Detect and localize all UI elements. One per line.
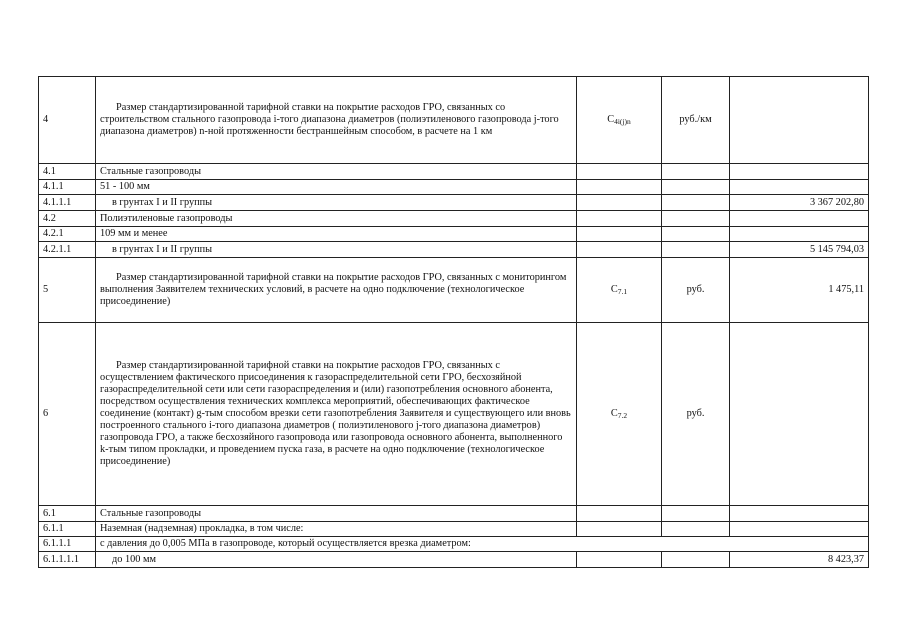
row-description: Стальные газопроводы <box>96 506 577 522</box>
row-unit <box>662 552 730 568</box>
row-unit <box>662 506 730 522</box>
row-symbol <box>577 506 662 522</box>
table-row <box>39 242 869 258</box>
row-value <box>730 506 869 522</box>
row-description: 109 мм и менее <box>96 227 577 242</box>
tariff-table <box>38 76 869 568</box>
table-row <box>39 522 869 537</box>
row-value: 3 367 202,80 <box>730 195 869 211</box>
row-symbol <box>577 522 662 537</box>
row-unit <box>662 242 730 258</box>
table-row <box>39 195 869 211</box>
row-value: 1 475,11 <box>730 258 869 323</box>
row-description: Размер стандартизированной тарифной ставки на покрытие расходов ГРО, связанных с осуществлением фактического присоединения к газораспределительной сети ГРО, бесхозяйной газораспределительной сети или сети газораспределения и (или) газопотребления основного абонента, посредством осуществления технических комплекса мероприятий, обеспечивающих фактическое соединение (контакт) g-тым способом врезки сети газопотребления Заявителя и существующего или вновь построенного стального i-того диапазона диаметров ( полиэтиленового j-того диапазона диаметров) газопровода ГРО, а также бесхозяйного газопровода или газопровода основного абонента, выполненного k-тым типом прокладки, и проведением пуска газа, в расчете на одно подключение (технологическое присоединение) <box>96 323 577 506</box>
row-unit <box>662 522 730 537</box>
row-symbol <box>577 242 662 258</box>
row-value <box>730 164 869 180</box>
row-symbol <box>577 211 662 227</box>
row-symbol <box>577 195 662 211</box>
row-symbol: $C_{4i(j)n}$ <box>577 77 662 164</box>
row-value: 8 423,37 <box>730 552 869 568</box>
row-number: 4.2 <box>39 211 96 227</box>
row-unit <box>662 211 730 227</box>
row-description: Размер стандартизированной тарифной ставки на покрытие расходов ГРО, связанных со строительством стального газопровода i-того диапазона диаметров (полиэтиленового газопровода j-того диапазона диаметров) n-ной протяженности бестраншейным способом, в расчете на 1 км <box>96 77 577 164</box>
row-value <box>730 227 869 242</box>
row-symbol <box>577 180 662 195</box>
row-description: Стальные газопроводы <box>96 164 577 180</box>
row-number: 6.1.1.1.1 <box>39 552 96 568</box>
row-unit <box>662 227 730 242</box>
row-symbol: $C_{7.1}$ <box>577 258 662 323</box>
row-description: в грунтах I и II группы <box>96 195 577 211</box>
row-value <box>730 180 869 195</box>
table-row <box>39 227 869 242</box>
row-description: 51 - 100 мм <box>96 180 577 195</box>
row-symbol <box>577 552 662 568</box>
row-description: с давления до 0,005 МПа в газопроводе, который осуществляется врезка диаметром: <box>96 537 869 552</box>
row-description: в грунтах I и II группы <box>96 242 577 258</box>
row-symbol: $C_{7.2}$ <box>577 323 662 506</box>
row-number: 4.1 <box>39 164 96 180</box>
table-row <box>39 164 869 180</box>
row-description: до 100 мм <box>96 552 577 568</box>
row-description: Наземная (надземная) прокладка, в том числе: <box>96 522 577 537</box>
row-symbol <box>577 227 662 242</box>
table-row <box>39 323 869 506</box>
row-number: 5 <box>39 258 96 323</box>
row-number: 6.1.1.1 <box>39 537 96 552</box>
row-value <box>730 77 869 164</box>
row-value: 5 145 794,03 <box>730 242 869 258</box>
row-unit: руб. <box>662 323 730 506</box>
row-number: 4.1.1.1 <box>39 195 96 211</box>
row-value <box>730 323 869 506</box>
row-unit: руб. <box>662 258 730 323</box>
row-unit <box>662 164 730 180</box>
row-number: 4 <box>39 77 96 164</box>
row-value <box>730 522 869 537</box>
table-row <box>39 506 869 522</box>
table-row <box>39 180 869 195</box>
row-unit <box>662 195 730 211</box>
row-number: 4.1.1 <box>39 180 96 195</box>
table-row <box>39 211 869 227</box>
table-row <box>39 77 869 164</box>
row-number: 4.2.1 <box>39 227 96 242</box>
row-description: Полиэтиленовые газопроводы <box>96 211 577 227</box>
row-unit <box>662 180 730 195</box>
table-row <box>39 258 869 323</box>
row-number: 6.1.1 <box>39 522 96 537</box>
table-row <box>39 537 869 552</box>
table-row <box>39 552 869 568</box>
row-value <box>730 211 869 227</box>
row-number: 4.2.1.1 <box>39 242 96 258</box>
row-number: 6 <box>39 323 96 506</box>
row-unit: руб./км <box>662 77 730 164</box>
row-description: Размер стандартизированной тарифной ставки на покрытие расходов ГРО, связанных с мониторингом выполнения Заявителем технических условий, в расчете на одно подключение (технологическое присоединение) <box>96 258 577 323</box>
row-number: 6.1 <box>39 506 96 522</box>
row-symbol <box>577 164 662 180</box>
